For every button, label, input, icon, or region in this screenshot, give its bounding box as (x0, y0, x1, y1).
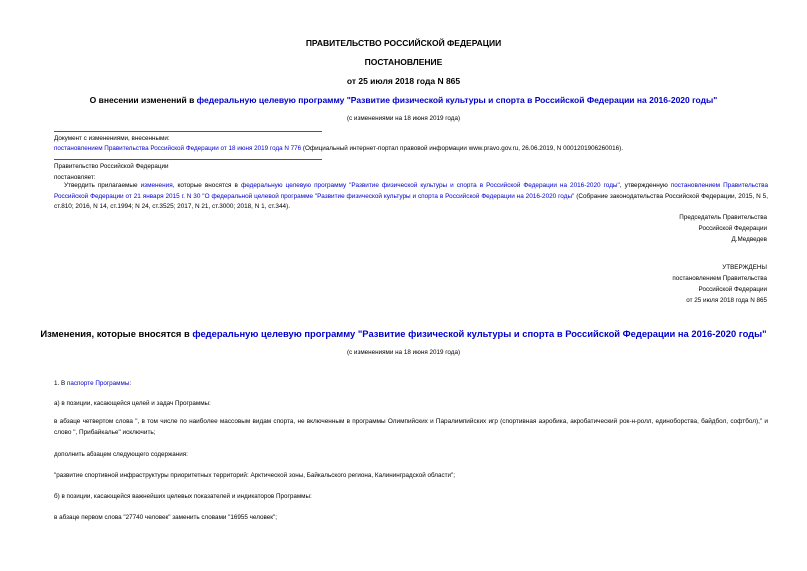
changes-link[interactable]: изменения (140, 182, 173, 189)
text-fragment: Утвердить прилагаемые (64, 182, 141, 189)
item-a: а) в позиции, касающейся целей и задач Программы: (54, 400, 211, 407)
resolution-link[interactable]: постановлением Правительства Российской Федерации от 21 января 2015 г. N 30 "О федеральной целевой программе "Развитие физической культуры и спорта в Российской Федерации на 2016-2020 годы" (54, 182, 769, 200)
amendment-link[interactable]: постановлением Правительства Российской Федерации от 18 июня 2019 года N 776 (54, 145, 302, 152)
program-link[interactable]: федеральную целевую программу "Развитие физической культуры и спорта в Российской Федерации на 2016-2020 годы" (192, 328, 767, 339)
document-subtitle: (с изменениями на 18 июня 2019 года) (346, 115, 461, 122)
main-paragraph (54, 181, 768, 213)
item-1 (54, 380, 131, 387)
approved-date: от 25 июля 2018 года N 865 (686, 297, 767, 304)
program-link[interactable]: федеральную целевую программу "Развитие физической культуры и спорта в Российской Федерации на 2016-2020 годы" (240, 182, 620, 189)
document-title (0, 95, 807, 105)
document-title-prefix: О внесении изменений в (89, 95, 197, 105)
text-fragment: , которые вносятся в (172, 182, 241, 189)
text-fragment: , утвержденную (619, 182, 671, 189)
approved-heading: УТВЕРЖДЕНЫ (722, 264, 767, 271)
government-heading: ПРАВИТЕЛЬСТВО РОССИЙСКОЙ ФЕДЕРАЦИИ (305, 38, 502, 48)
divider-top (54, 131, 322, 132)
changes-label: Документ с изменениями, внесенными: (54, 135, 170, 142)
signature-position: Председатель Правительства (679, 214, 767, 221)
document-type: ПОСТАНОВЛЕНИЕ (364, 57, 443, 67)
decrees-line: постановляет: (54, 174, 96, 181)
text-fragment: (Собрание законодательства Российской Федерации, 2015, N 5, ст.810; 2016, N 14, ст.1994; N 24, ст.3525; 2017, N 21, ст.3000; 2018, N 1, ст.344). (54, 192, 768, 211)
item-a1: в абзаце четвертом слова ", в том числе по наиболее массовым видам спорта, не включенным в программы Олимпийских и Паралимпийских игр (спортивная аэробика, акробатический рок-н-ролл, единоборства, байдбол, софтбол)," и слово ", Прибайкалье" исключить; (54, 418, 768, 436)
item-b1: в абзаце первом слова "27740 человек" заменить словами "16955 человек"; (54, 514, 277, 521)
annex-subtitle: (с изменениями на 18 июня 2019 года) (346, 349, 461, 356)
annex-title-prefix: Изменения, которые вносятся в (40, 328, 193, 339)
signature-name: Д.Медведев (731, 236, 767, 243)
approved-line: Российской Федерации (698, 286, 767, 293)
item-b: б) в позиции, касающейся важнейших целевых показателей и индикаторов Программы: (54, 493, 312, 500)
document-date: от 25 июля 2018 года N 865 (346, 76, 461, 86)
divider-bottom (54, 159, 322, 160)
passport-link[interactable]: паспорте Программы (66, 380, 130, 387)
signature-country: Российской Федерации (698, 225, 767, 232)
text-fragment: : (129, 380, 132, 387)
changes-source (54, 145, 623, 152)
approved-line: постановлением Правительства (672, 275, 767, 282)
annex-title (0, 328, 807, 339)
government-line: Правительство Российской Федерации (54, 163, 169, 170)
text-fragment: 1. В (54, 380, 67, 387)
program-link[interactable]: федеральную целевую программу "Развитие физической культуры и спорта в Российской Федерации на 2016-2020 годы" (196, 95, 718, 105)
item-a3: "развитие спортивной инфраструктуры приоритетных территорий: Арктической зоны, Байкальского региона, Калининградской области"; (54, 472, 455, 479)
item-a2: дополнить абзацем следующего содержания: (54, 451, 188, 458)
amendment-source: (Официальный интернет-портал правовой информации www.pravo.gov.ru, 26.06.2019, N 0001201906260016). (301, 145, 623, 152)
